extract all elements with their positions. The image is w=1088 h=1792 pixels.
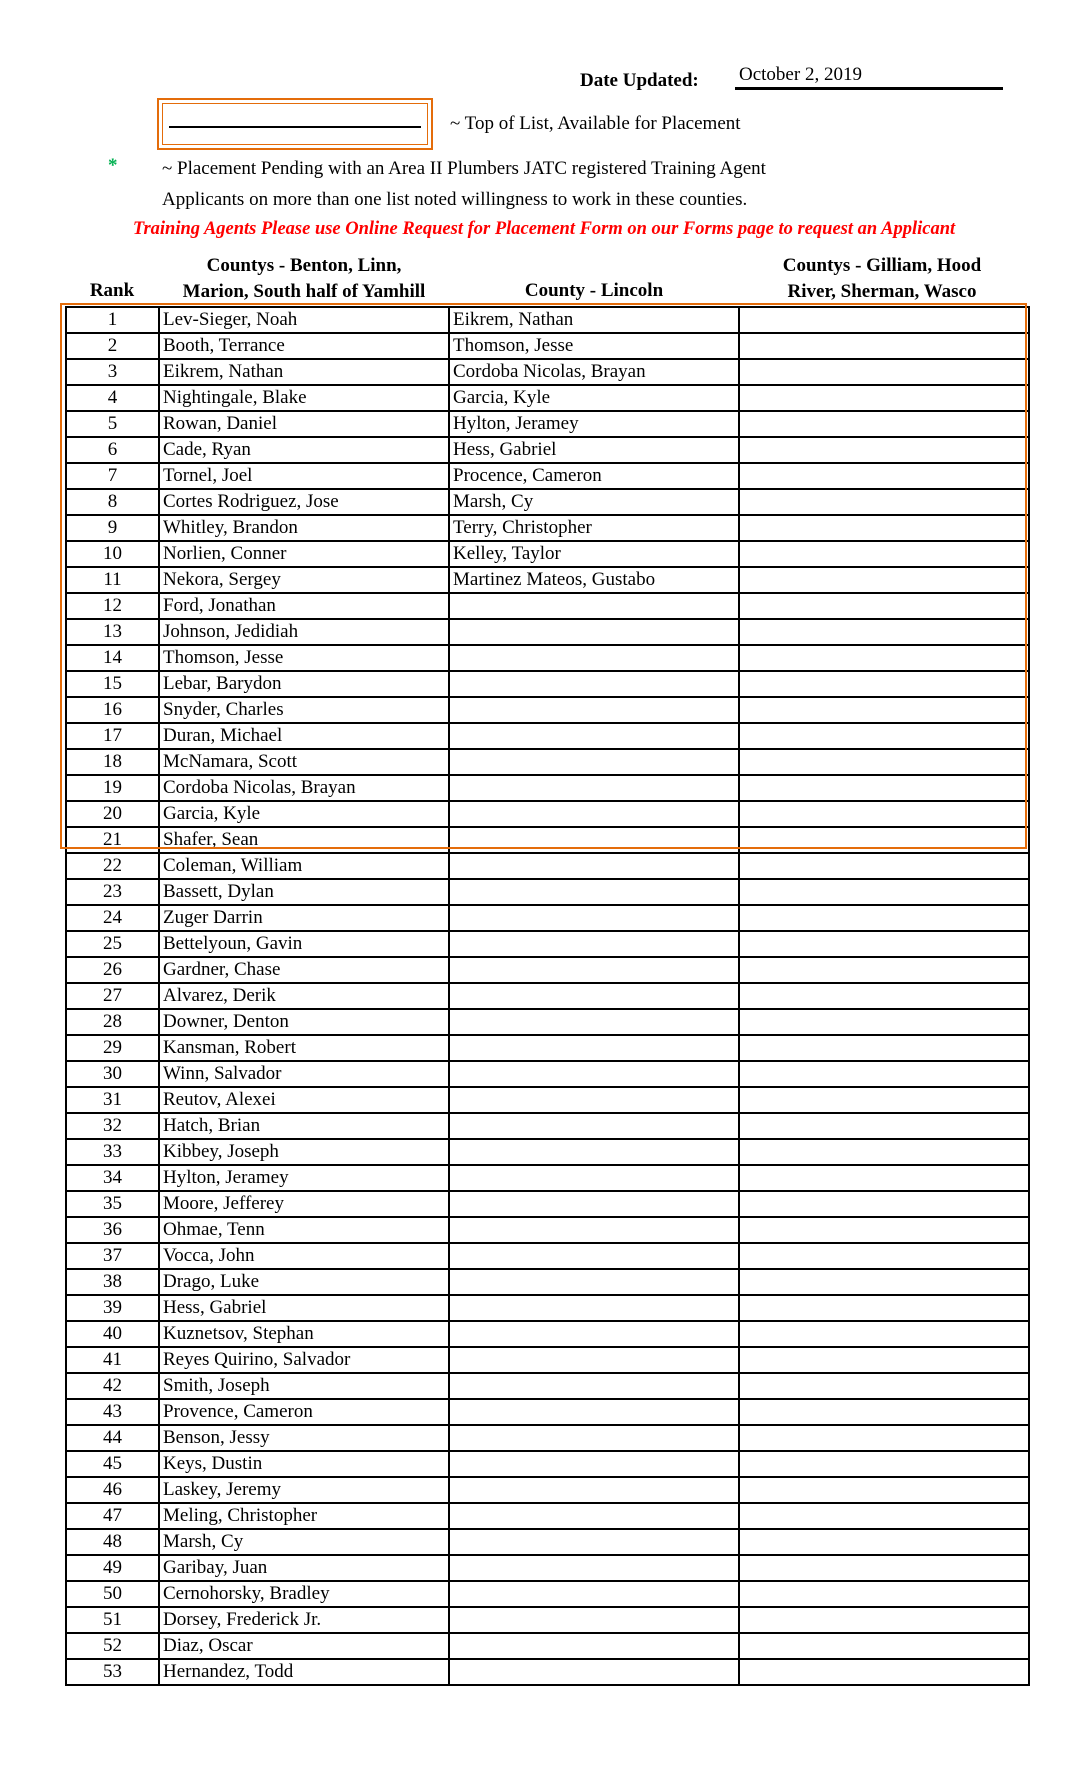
gilliam-wasco-cell <box>739 1581 1029 1607</box>
table-row <box>66 723 1029 749</box>
table-row <box>66 411 1029 437</box>
lincoln-cell <box>449 957 739 983</box>
table-row <box>66 645 1029 671</box>
gilliam-wasco-cell <box>739 1243 1029 1269</box>
lincoln-cell <box>449 1139 739 1165</box>
rank-cell: 49 <box>66 1555 159 1581</box>
table-row <box>66 1061 1029 1087</box>
benton-linn-cell: Winn, Salvador <box>159 1061 449 1087</box>
rank-cell: 37 <box>66 1243 159 1269</box>
gilliam-wasco-cell <box>739 1269 1029 1295</box>
rank-cell: 40 <box>66 1321 159 1347</box>
gilliam-wasco-cell <box>739 489 1029 515</box>
lincoln-cell <box>449 905 739 931</box>
gilliam-wasco-cell <box>739 1321 1029 1347</box>
rank-cell: 38 <box>66 1269 159 1295</box>
gilliam-wasco-cell <box>739 1529 1029 1555</box>
benton-linn-cell: Nekora, Sergey <box>159 567 449 593</box>
rank-cell: 47 <box>66 1503 159 1529</box>
benton-linn-cell: Coleman, William <box>159 853 449 879</box>
column-header-lincoln: County - Lincoln <box>524 280 664 301</box>
table-row <box>66 1295 1029 1321</box>
gilliam-wasco-cell <box>739 1035 1029 1061</box>
gilliam-wasco-cell <box>739 1191 1029 1217</box>
table-row <box>66 1477 1029 1503</box>
benton-linn-cell: Garcia, Kyle <box>159 801 449 827</box>
benton-linn-cell: Hatch, Brian <box>159 1113 449 1139</box>
table-row <box>66 1373 1029 1399</box>
table-row <box>66 1243 1029 1269</box>
benton-linn-cell: Cortes Rodriguez, Jose <box>159 489 449 515</box>
lincoln-cell: Hess, Gabriel <box>449 437 739 463</box>
rank-cell: 20 <box>66 801 159 827</box>
table-row <box>66 827 1029 853</box>
table-row <box>66 1165 1029 1191</box>
lincoln-cell <box>449 1529 739 1555</box>
lincoln-cell <box>449 1269 739 1295</box>
lincoln-cell <box>449 1191 739 1217</box>
benton-linn-cell: Hess, Gabriel <box>159 1295 449 1321</box>
lincoln-cell <box>449 1555 739 1581</box>
rank-cell: 2 <box>66 333 159 359</box>
rank-cell: 32 <box>66 1113 159 1139</box>
gilliam-wasco-cell <box>739 723 1029 749</box>
table-row <box>66 1503 1029 1529</box>
gilliam-wasco-cell <box>739 463 1029 489</box>
rank-cell: 30 <box>66 1061 159 1087</box>
lincoln-cell <box>449 879 739 905</box>
gilliam-wasco-cell <box>739 801 1029 827</box>
benton-linn-cell: Vocca, John <box>159 1243 449 1269</box>
table-row <box>66 489 1029 515</box>
benton-linn-cell: Cernohorsky, Bradley <box>159 1581 449 1607</box>
gilliam-wasco-cell <box>739 1087 1029 1113</box>
benton-linn-cell: Cade, Ryan <box>159 437 449 463</box>
lincoln-cell <box>449 1347 739 1373</box>
table-row <box>66 1425 1029 1451</box>
date-updated-label: Date Updated: <box>580 70 699 91</box>
table-row <box>66 359 1029 385</box>
column-header-col3-line1: Countys - Gilliam, Hood <box>782 255 982 276</box>
gilliam-wasco-cell <box>739 1295 1029 1321</box>
lincoln-cell <box>449 671 739 697</box>
benton-linn-cell: Ford, Jonathan <box>159 593 449 619</box>
lincoln-cell: Martinez Mateos, Gustabo <box>449 567 739 593</box>
rank-cell: 10 <box>66 541 159 567</box>
column-header-col1-line1: Countys - Benton, Linn, <box>206 255 402 276</box>
benton-linn-cell: McNamara, Scott <box>159 749 449 775</box>
gilliam-wasco-cell <box>739 1607 1029 1633</box>
gilliam-wasco-cell <box>739 1373 1029 1399</box>
gilliam-wasco-cell <box>739 1139 1029 1165</box>
gilliam-wasco-cell <box>739 1425 1029 1451</box>
benton-linn-cell: Kibbey, Joseph <box>159 1139 449 1165</box>
rank-cell: 26 <box>66 957 159 983</box>
benton-linn-cell: Dorsey, Frederick Jr. <box>159 1607 449 1633</box>
benton-linn-cell: Lev-Sieger, Noah <box>159 307 449 333</box>
lincoln-cell <box>449 1061 739 1087</box>
rank-cell: 15 <box>66 671 159 697</box>
gilliam-wasco-cell <box>739 749 1029 775</box>
lincoln-cell <box>449 1217 739 1243</box>
column-header-col1-line2: Marion, South half of Yamhill <box>182 281 426 302</box>
benton-linn-cell: Eikrem, Nathan <box>159 359 449 385</box>
benton-linn-cell: Thomson, Jesse <box>159 645 449 671</box>
table-row <box>66 333 1029 359</box>
lincoln-cell <box>449 1165 739 1191</box>
table-row <box>66 1529 1029 1555</box>
lincoln-cell: Marsh, Cy <box>449 489 739 515</box>
column-header-benton-linn-marion-yamhill <box>152 253 456 305</box>
benton-linn-cell: Tornel, Joel <box>159 463 449 489</box>
lincoln-cell <box>449 1243 739 1269</box>
rank-cell: 12 <box>66 593 159 619</box>
lincoln-cell <box>449 1477 739 1503</box>
rank-cell: 36 <box>66 1217 159 1243</box>
gilliam-wasco-cell <box>739 879 1029 905</box>
benton-linn-cell: Duran, Michael <box>159 723 449 749</box>
rank-cell: 13 <box>66 619 159 645</box>
benton-linn-cell: Whitley, Brandon <box>159 515 449 541</box>
gilliam-wasco-cell <box>739 411 1029 437</box>
table-row <box>66 801 1029 827</box>
table-row <box>66 1321 1029 1347</box>
lincoln-cell: Garcia, Kyle <box>449 385 739 411</box>
rank-cell: 41 <box>66 1347 159 1373</box>
lincoln-cell: Cordoba Nicolas, Brayan <box>449 359 739 385</box>
lincoln-cell <box>449 593 739 619</box>
rank-cell: 44 <box>66 1425 159 1451</box>
lincoln-cell <box>449 1035 739 1061</box>
table-row <box>66 515 1029 541</box>
benton-linn-cell: Drago, Luke <box>159 1269 449 1295</box>
gilliam-wasco-cell <box>739 1555 1029 1581</box>
lincoln-cell <box>449 1581 739 1607</box>
gilliam-wasco-cell <box>739 437 1029 463</box>
table-row <box>66 567 1029 593</box>
rank-cell: 7 <box>66 463 159 489</box>
lincoln-cell <box>449 645 739 671</box>
gilliam-wasco-cell <box>739 359 1029 385</box>
table-row <box>66 1113 1029 1139</box>
benton-linn-cell: Marsh, Cy <box>159 1529 449 1555</box>
benton-linn-cell: Shafer, Sean <box>159 827 449 853</box>
lincoln-cell <box>449 1295 739 1321</box>
gilliam-wasco-cell <box>739 385 1029 411</box>
benton-linn-cell: Reutov, Alexei <box>159 1087 449 1113</box>
legend-top-of-list-swatch <box>157 98 433 150</box>
table-row <box>66 1633 1029 1659</box>
lincoln-cell <box>449 1451 739 1477</box>
rank-cell: 16 <box>66 697 159 723</box>
gilliam-wasco-cell <box>739 697 1029 723</box>
rank-cell: 50 <box>66 1581 159 1607</box>
benton-linn-cell: Zuger Darrin <box>159 905 449 931</box>
benton-linn-cell: Smith, Joseph <box>159 1373 449 1399</box>
gilliam-wasco-cell <box>739 541 1029 567</box>
table-row <box>66 671 1029 697</box>
gilliam-wasco-cell <box>739 671 1029 697</box>
gilliam-wasco-cell <box>739 853 1029 879</box>
gilliam-wasco-cell <box>739 775 1029 801</box>
benton-linn-cell: Benson, Jessy <box>159 1425 449 1451</box>
benton-linn-cell: Garibay, Juan <box>159 1555 449 1581</box>
legend-top-of-list-text: ~ Top of List, Available for Placement <box>450 113 741 134</box>
rank-cell: 25 <box>66 931 159 957</box>
gilliam-wasco-cell <box>739 1451 1029 1477</box>
placement-pending-star-icon: * <box>108 155 118 176</box>
table-row <box>66 1607 1029 1633</box>
benton-linn-cell: Meling, Christopher <box>159 1503 449 1529</box>
benton-linn-cell: Snyder, Charles <box>159 697 449 723</box>
benton-linn-cell: Cordoba Nicolas, Brayan <box>159 775 449 801</box>
gilliam-wasco-cell <box>739 1217 1029 1243</box>
table-row <box>66 1087 1029 1113</box>
benton-linn-cell: Downer, Denton <box>159 1009 449 1035</box>
legend-swatch-inner <box>162 103 428 145</box>
gilliam-wasco-cell <box>739 1009 1029 1035</box>
lincoln-cell <box>449 1009 739 1035</box>
table-row <box>66 905 1029 931</box>
lincoln-cell <box>449 1113 739 1139</box>
gilliam-wasco-cell <box>739 515 1029 541</box>
benton-linn-cell: Kansman, Robert <box>159 1035 449 1061</box>
table-row <box>66 853 1029 879</box>
gilliam-wasco-cell <box>739 1659 1029 1685</box>
benton-linn-cell: Lebar, Barydon <box>159 671 449 697</box>
benton-linn-cell: Moore, Jefferey <box>159 1191 449 1217</box>
benton-linn-cell: Kuznetsov, Stephan <box>159 1321 449 1347</box>
lincoln-cell <box>449 1607 739 1633</box>
gilliam-wasco-cell <box>739 333 1029 359</box>
rank-cell: 42 <box>66 1373 159 1399</box>
rank-cell: 51 <box>66 1607 159 1633</box>
rank-cell: 9 <box>66 515 159 541</box>
lincoln-cell <box>449 1321 739 1347</box>
rank-cell: 6 <box>66 437 159 463</box>
lincoln-cell <box>449 749 739 775</box>
rank-cell: 48 <box>66 1529 159 1555</box>
column-header-col3-line2: River, Sherman, Wasco <box>787 281 977 302</box>
rank-cell: 33 <box>66 1139 159 1165</box>
placement-pending-text: ~ Placement Pending with an Area II Plumbers JATC registered Training Agent <box>162 158 766 179</box>
rank-cell: 28 <box>66 1009 159 1035</box>
lincoln-cell: Hylton, Jeramey <box>449 411 739 437</box>
table-row <box>66 775 1029 801</box>
gilliam-wasco-cell <box>739 1477 1029 1503</box>
date-updated-value: October 2, 2019 <box>735 64 1003 90</box>
column-header-gilliam-hood-river-sherman-wasco <box>737 253 1027 305</box>
table-row <box>66 463 1029 489</box>
benton-linn-cell: Gardner, Chase <box>159 957 449 983</box>
table-row <box>66 1347 1029 1373</box>
training-agent-notice: Training Agents Please use Online Request for Placement Form on our Forms page to request an Applicant <box>132 219 956 239</box>
rank-cell: 45 <box>66 1451 159 1477</box>
rank-cell: 27 <box>66 983 159 1009</box>
table-row <box>66 1009 1029 1035</box>
rank-cell: 34 <box>66 1165 159 1191</box>
rank-cell: 18 <box>66 749 159 775</box>
gilliam-wasco-cell <box>739 1399 1029 1425</box>
gilliam-wasco-cell <box>739 1347 1029 1373</box>
rank-cell: 24 <box>66 905 159 931</box>
rank-cell: 52 <box>66 1633 159 1659</box>
lincoln-cell <box>449 697 739 723</box>
rank-cell: 14 <box>66 645 159 671</box>
table-row <box>66 1399 1029 1425</box>
ranking-table <box>65 306 1030 1686</box>
table-row <box>66 437 1029 463</box>
rank-cell: 29 <box>66 1035 159 1061</box>
benton-linn-cell: Nightingale, Blake <box>159 385 449 411</box>
gilliam-wasco-cell <box>739 1165 1029 1191</box>
lincoln-cell: Eikrem, Nathan <box>449 307 739 333</box>
rank-cell: 21 <box>66 827 159 853</box>
table-row <box>66 1217 1029 1243</box>
table-row <box>66 1035 1029 1061</box>
table-row <box>66 593 1029 619</box>
table-row <box>66 1269 1029 1295</box>
lincoln-cell <box>449 1399 739 1425</box>
gilliam-wasco-cell <box>739 619 1029 645</box>
rank-cell: 23 <box>66 879 159 905</box>
gilliam-wasco-cell <box>739 983 1029 1009</box>
lincoln-cell: Thomson, Jesse <box>449 333 739 359</box>
table-row <box>66 1451 1029 1477</box>
table-row <box>66 541 1029 567</box>
lincoln-cell <box>449 827 739 853</box>
lincoln-cell: Terry, Christopher <box>449 515 739 541</box>
lincoln-cell <box>449 1633 739 1659</box>
table-row <box>66 1139 1029 1165</box>
rank-cell: 43 <box>66 1399 159 1425</box>
table-row <box>66 983 1029 1009</box>
gilliam-wasco-cell <box>739 567 1029 593</box>
table-row <box>66 307 1029 333</box>
rank-cell: 17 <box>66 723 159 749</box>
multi-list-note: Applicants on more than one list noted willingness to work in these counties. <box>162 189 748 210</box>
gilliam-wasco-cell <box>739 905 1029 931</box>
lincoln-cell <box>449 619 739 645</box>
lincoln-cell <box>449 853 739 879</box>
legend-swatch-line <box>169 126 421 128</box>
lincoln-cell: Procence, Cameron <box>449 463 739 489</box>
table-row <box>66 1581 1029 1607</box>
table-row <box>66 1555 1029 1581</box>
lincoln-cell <box>449 1425 739 1451</box>
benton-linn-cell: Alvarez, Derik <box>159 983 449 1009</box>
table-row <box>66 697 1029 723</box>
gilliam-wasco-cell <box>739 307 1029 333</box>
benton-linn-cell: Bassett, Dylan <box>159 879 449 905</box>
lincoln-cell: Kelley, Taylor <box>449 541 739 567</box>
gilliam-wasco-cell <box>739 593 1029 619</box>
lincoln-cell <box>449 775 739 801</box>
lincoln-cell <box>449 1087 739 1113</box>
rank-cell: 31 <box>66 1087 159 1113</box>
rank-cell: 8 <box>66 489 159 515</box>
benton-linn-cell: Booth, Terrance <box>159 333 449 359</box>
column-header-rank: Rank <box>89 280 135 301</box>
rank-cell: 5 <box>66 411 159 437</box>
rank-cell: 11 <box>66 567 159 593</box>
benton-linn-cell: Ohmae, Tenn <box>159 1217 449 1243</box>
rank-cell: 1 <box>66 307 159 333</box>
benton-linn-cell: Keys, Dustin <box>159 1451 449 1477</box>
table-row <box>66 385 1029 411</box>
table-row <box>66 619 1029 645</box>
table-row <box>66 879 1029 905</box>
gilliam-wasco-cell <box>739 1503 1029 1529</box>
lincoln-cell <box>449 983 739 1009</box>
benton-linn-cell: Provence, Cameron <box>159 1399 449 1425</box>
lincoln-cell <box>449 723 739 749</box>
benton-linn-cell: Norlien, Conner <box>159 541 449 567</box>
rank-cell: 53 <box>66 1659 159 1685</box>
table-row <box>66 1659 1029 1685</box>
benton-linn-cell: Johnson, Jedidiah <box>159 619 449 645</box>
rank-cell: 46 <box>66 1477 159 1503</box>
table-row <box>66 957 1029 983</box>
lincoln-cell <box>449 931 739 957</box>
rank-cell: 22 <box>66 853 159 879</box>
table-row <box>66 931 1029 957</box>
ranking-table-body <box>66 307 1029 1685</box>
benton-linn-cell: Rowan, Daniel <box>159 411 449 437</box>
gilliam-wasco-cell <box>739 827 1029 853</box>
benton-linn-cell: Bettelyoun, Gavin <box>159 931 449 957</box>
gilliam-wasco-cell <box>739 1113 1029 1139</box>
gilliam-wasco-cell <box>739 931 1029 957</box>
rank-cell: 39 <box>66 1295 159 1321</box>
table-row <box>66 1191 1029 1217</box>
table-row <box>66 749 1029 775</box>
gilliam-wasco-cell <box>739 645 1029 671</box>
rank-cell: 35 <box>66 1191 159 1217</box>
gilliam-wasco-cell <box>739 1061 1029 1087</box>
benton-linn-cell: Hylton, Jeramey <box>159 1165 449 1191</box>
rank-cell: 4 <box>66 385 159 411</box>
lincoln-cell <box>449 1659 739 1685</box>
lincoln-cell <box>449 801 739 827</box>
lincoln-cell <box>449 1373 739 1399</box>
gilliam-wasco-cell <box>739 957 1029 983</box>
benton-linn-cell: Hernandez, Todd <box>159 1659 449 1685</box>
gilliam-wasco-cell <box>739 1633 1029 1659</box>
benton-linn-cell: Diaz, Oscar <box>159 1633 449 1659</box>
benton-linn-cell: Laskey, Jeremy <box>159 1477 449 1503</box>
lincoln-cell <box>449 1503 739 1529</box>
rank-cell: 3 <box>66 359 159 385</box>
benton-linn-cell: Reyes Quirino, Salvador <box>159 1347 449 1373</box>
rank-cell: 19 <box>66 775 159 801</box>
